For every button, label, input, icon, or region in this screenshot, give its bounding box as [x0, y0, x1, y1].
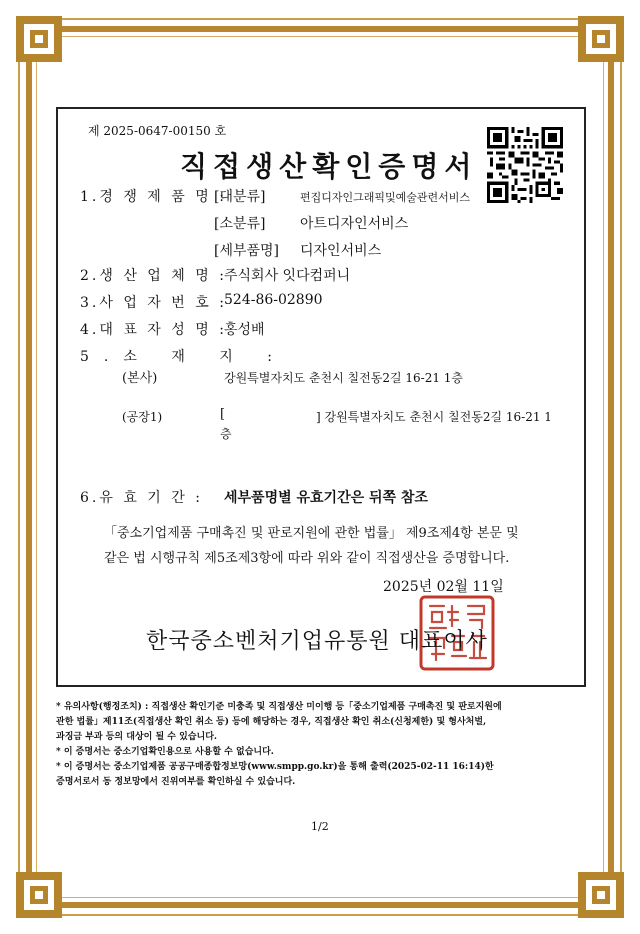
product-major-tag: [대분류] [214, 189, 266, 205]
corner-ornament-bottom-left [16, 872, 62, 918]
note-line: 과징금 부과 등의 대상이 될 수 있습니다. [56, 732, 218, 742]
note-line: * 이 증명서는 중소기업제품 공공구매종합정보망(www.smpp.go.kr)을 통해 출력(2025-02-11 16:14)한 [56, 762, 494, 772]
company-value: 주식회사 잇다컴퍼니 [224, 268, 351, 284]
product-minor-tag: [소분류] [214, 216, 266, 232]
corner-ornament-top-right [578, 16, 624, 62]
statement-line-1: 「중소기업제품 구매촉진 및 판로지원에 관한 법률」 제9조제4항 본문 및 [104, 526, 519, 541]
bizno-value: 524-86-02890 [224, 292, 323, 308]
validity-label: 6.유 효 기 간 : [80, 490, 203, 506]
validity-value: 세부품명별 유효기간은 뒤쪽 참조 [224, 490, 428, 506]
product-label: 1.경 쟁 제 품 명 : [80, 189, 227, 205]
corner-ornament-top-left [16, 16, 62, 62]
note-line: 관한 법률」제11조(직접생산 확인 취소 등) 등에 해당하는 경우, 직접생산 확인 취소(신청제한) 및 형사처벌, [56, 717, 487, 727]
document-title: 직접생산확인증명서 [180, 150, 478, 183]
ceo-label: 4.대 표 자 성 명 : [80, 322, 227, 338]
address-factory-label: (공장1) [122, 410, 163, 424]
issue-date: 2025년 02월 11일 [383, 579, 504, 595]
company-label: 2.생 산 업 체 명 : [80, 268, 227, 284]
address-factory-value: ] 강원특별자치도 춘천시 칠전동2길 16-21 1 [316, 410, 552, 424]
product-major-value: 편집디자인그래픽및예술관련서비스 [300, 191, 471, 204]
document-number: 제 2025-0647-00150 호 [88, 124, 227, 138]
product-detail-tag: [세부품명] [214, 243, 280, 259]
qr-code-icon[interactable] [487, 127, 563, 203]
address-factory-wrap: 층 [220, 427, 232, 441]
address-hq-value: 강원특별자치도 춘천시 칠전동2길 16-21 1층 [224, 371, 464, 385]
product-detail-value: 디자인서비스 [300, 243, 382, 259]
address-factory-bracket: [ [220, 407, 226, 422]
notes-section [56, 700, 596, 790]
page-number: 1/2 [311, 820, 329, 833]
statement-line-2: 같은 법 시행규칙 제5조제3항에 따라 위와 같이 직접생산을 증명합니다. [104, 551, 510, 566]
corner-ornament-bottom-right [578, 872, 624, 918]
product-minor-value: 아트디자인서비스 [300, 216, 409, 232]
bizno-label: 3.사 업 자 번 호 : [80, 295, 227, 311]
note-line: * 이 증명서는 중소기업확인용으로 사용할 수 없습니다. [56, 747, 274, 757]
note-line: * 유의사항(행정조치) : 직접생산 확인기준 미충족 및 직접생산 미이행 등「중소기업제품 구매촉진 및 판로지원에 [56, 702, 502, 712]
issuer-signature: 한국중소벤처기업유통원 대표이사 [146, 629, 488, 654]
ceo-value: 홍성배 [224, 322, 265, 338]
note-line: 증명서로서 동 정보망에서 진위여부를 확인하실 수 있습니다. [56, 777, 296, 787]
address-hq-label: (본사) [122, 371, 158, 386]
address-label: 5.소 재 지 : [80, 349, 287, 365]
